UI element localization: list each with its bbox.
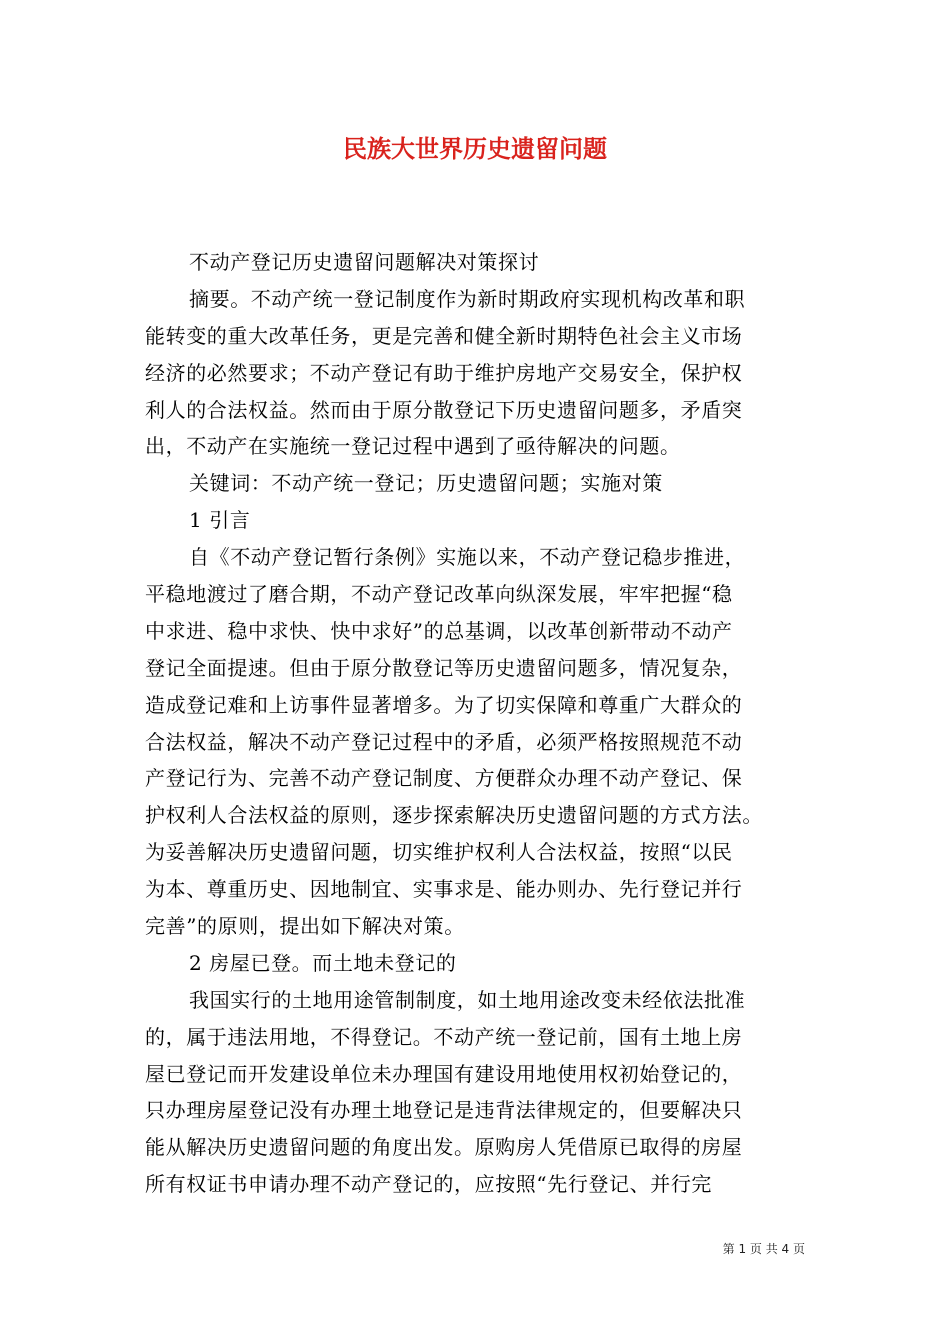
- body-line: 为本、尊重历史、因地制宜、实事求是、能办则办、先行登记并行: [145, 877, 743, 902]
- body-line: 自《不动产登记暂行条例》实施以来，不动产登记稳步推进，: [189, 545, 746, 570]
- body-line: 只办理房屋登记没有办理土地登记是违背法律规定的，但要解决只: [145, 1098, 743, 1123]
- body-line: 不动产登记历史遗留问题解决对策探讨: [189, 250, 540, 274]
- body-line: 产登记行为、完善不动产登记制度、方便群众办理不动产登记、保: [145, 766, 743, 791]
- body-line: 2 房屋已登。而土地未登记的: [189, 950, 457, 975]
- body-line: 造成登记难和上访事件显著增多。为了切实保障和尊重广大群众的: [145, 692, 743, 717]
- body-line: 关键词：不动产统一登记；历史遗留问题；实施对策: [189, 471, 663, 496]
- body-line: 护权利人合法权益的原则，逐步探索解决历史遗留问题的方式方法。: [145, 803, 763, 828]
- body-line: 摘要。不动产统一登记制度作为新时期政府实现机构改革和职: [189, 286, 746, 311]
- body-line: 平稳地渡过了磨合期，不动产登记改革向纵深发展，牢牢把握“稳: [145, 582, 733, 607]
- page-footer: 第 1 页 共 4 页: [722, 1242, 805, 1256]
- body-line: 出，不动产在实施统一登记过程中遇到了亟待解决的问题。: [145, 434, 681, 459]
- body-line: 完善”的原则，提出如下解决对策。: [145, 914, 465, 939]
- body-line: 为妥善解决历史遗留问题，切实维护权利人合法权益，按照“以民: [145, 840, 733, 865]
- document-body: [145, 244, 815, 1203]
- body-line: 中求进、稳中求快、快中求好”的总基调，以改革创新带动不动产: [145, 618, 733, 643]
- body-line: 屋已登记而开发建设单位未办理国有建设用地使用权初始登记的，: [145, 1061, 743, 1086]
- document-title: 民族大世界历史遗留问题: [343, 135, 607, 163]
- body-line: 我国实行的土地用途管制制度，如土地用途改变未经依法批准: [189, 987, 746, 1012]
- body-line: 能从解决历史遗留问题的角度出发。原购房人凭借原已取得的房屋: [145, 1135, 743, 1160]
- body-line: 经济的必然要求；不动产登记有助于维护房地产交易安全，保护权: [145, 360, 743, 385]
- body-line: 的，属于违法用地，不得登记。不动产统一登记前，国有土地上房: [145, 1024, 743, 1049]
- body-line: 利人的合法权益。然而由于原分散登记下历史遗留问题多，矛盾突: [145, 397, 743, 422]
- body-line: 1 引言: [189, 508, 251, 533]
- body-line: 登记全面提速。但由于原分散登记等历史遗留问题多，情况复杂，: [145, 655, 743, 680]
- body-line: 能转变的重大改革任务，更是完善和健全新时期特色社会主义市场: [145, 323, 743, 348]
- body-line: 所有权证书申请办理不动产登记的，应按照“先行登记、并行完: [145, 1172, 713, 1197]
- body-line: 合法权益，解决不动产登记过程中的矛盾，必须严格按照规范不动: [145, 729, 743, 754]
